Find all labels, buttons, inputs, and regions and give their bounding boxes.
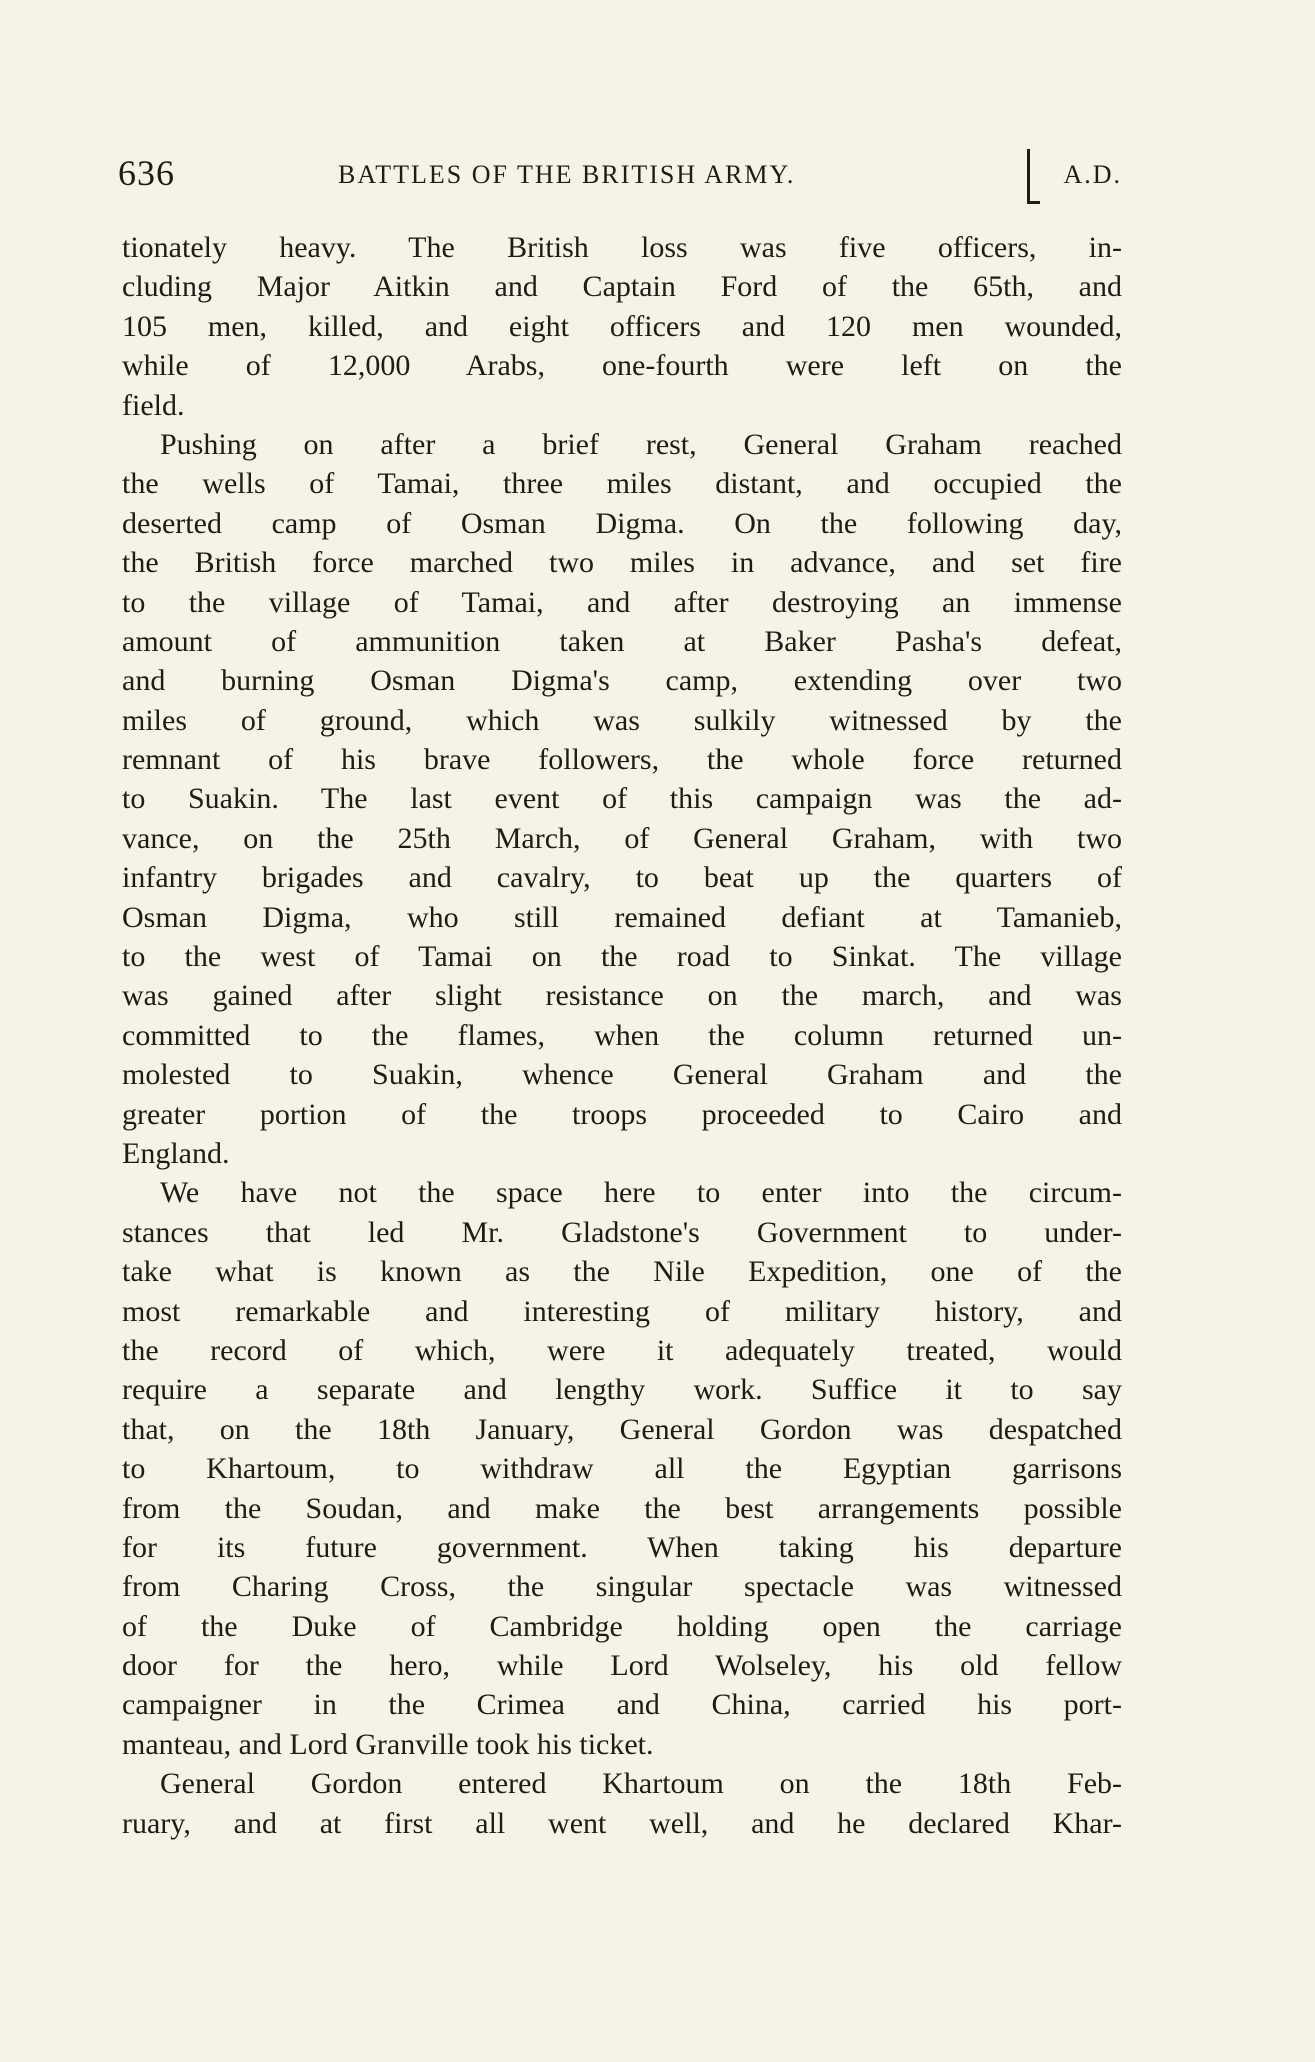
body-text [122,228,1122,1843]
text-line: manteau, and Lord Granville took his ticket. [122,1727,654,1761]
text-line: greater portion of the troops proceeded to Cairo and [122,1097,1122,1131]
text-line: cluding Major Aitkin and Captain Ford of the 65th, and [122,270,1122,304]
text-line: field. [122,388,185,422]
text-line: the record of which, were it adequately treated, would [122,1333,1122,1367]
text-line: from the Soudan, and make the best arrangements possible [122,1491,1122,1525]
text-line: while of 12,000 Arabs, one-fourth were left on the [122,349,1122,383]
text-line: infantry brigades and cavalry, to beat up the quarters of [122,861,1122,895]
text-line: the British force marched two miles in advance, and set fire [122,546,1122,580]
text-line: amount of ammunition taken at Baker Pasha's defeat, [122,624,1122,658]
bracket-mark [1027,149,1040,204]
text-line: stances that led Mr. Gladstone's Government to under- [122,1215,1122,1249]
running-header [118,152,1122,202]
text-line: ruary, and at first all went well, and he declared Khar- [122,1806,1122,1840]
text-line: require a separate and lengthy work. Suffice it to say [122,1373,1122,1407]
text-line: tionately heavy. The British loss was five officers, in- [122,231,1122,264]
text-line: that, on the 18th January, General Gordon was despatched [122,1412,1122,1446]
text-line: to Khartoum, to withdraw all the Egyptian garrisons [122,1452,1122,1486]
text-line: vance, on the 25th March, of General Graham, with two [122,821,1122,855]
paragraph-start-line: General Gordon entered Khartoum on the 18th Feb- [160,1767,1122,1801]
text-line: molested to Suakin, whence General Graham and the [122,1058,1122,1092]
text-line: remnant of his brave followers, the whole force returned [122,743,1122,777]
text-line: committed to the flames, when the column returned un- [122,1018,1122,1052]
text-line: 105 men, killed, and eight officers and 120 men wounded, [122,309,1122,343]
text-line: to Suakin. The last event of this campaign was the ad- [122,782,1122,816]
text-line: to the village of Tamai, and after destroying an immense [122,585,1122,619]
text-line: the wells of Tamai, three miles distant, and occupied the [122,467,1122,501]
text-line: to the west of Tamai on the road to Sinkat. The village [122,940,1122,974]
text-line: campaigner in the Crimea and China, carried his port- [122,1688,1122,1722]
text-line: most remarkable and interesting of military history, and [122,1294,1122,1328]
text-line: for its future government. When taking his departure [122,1530,1122,1564]
paragraph-start-line: Pushing on after a brief rest, General Graham reached [160,427,1122,461]
text-line: door for the hero, while Lord Wolseley, his old fellow [122,1649,1122,1683]
text-line: from Charing Cross, the singular spectacle was witnessed [122,1570,1122,1604]
text-line: take what is known as the Nile Expedition, one of the [122,1255,1122,1289]
date-label: A.D. [1063,160,1122,189]
text-line: and burning Osman Digma's camp, extending over two [122,664,1122,698]
text-line: deserted camp of Osman Digma. On the following day, [122,506,1122,540]
running-title: BATTLES OF THE BRITISH ARMY. [338,160,796,189]
page-number: 636 [118,153,175,193]
text-line: miles of ground, which was sulkily witnessed by the [122,703,1122,737]
paragraph-start-line: We have not the space here to enter into the circum- [160,1176,1122,1210]
text-line: of the Duke of Cambridge holding open the carriage [122,1609,1122,1643]
text-line: Osman Digma, who still remained defiant at Tamanieb, [122,900,1122,934]
text-line: England. [122,1136,230,1170]
text-line: was gained after slight resistance on the march, and was [122,979,1122,1013]
